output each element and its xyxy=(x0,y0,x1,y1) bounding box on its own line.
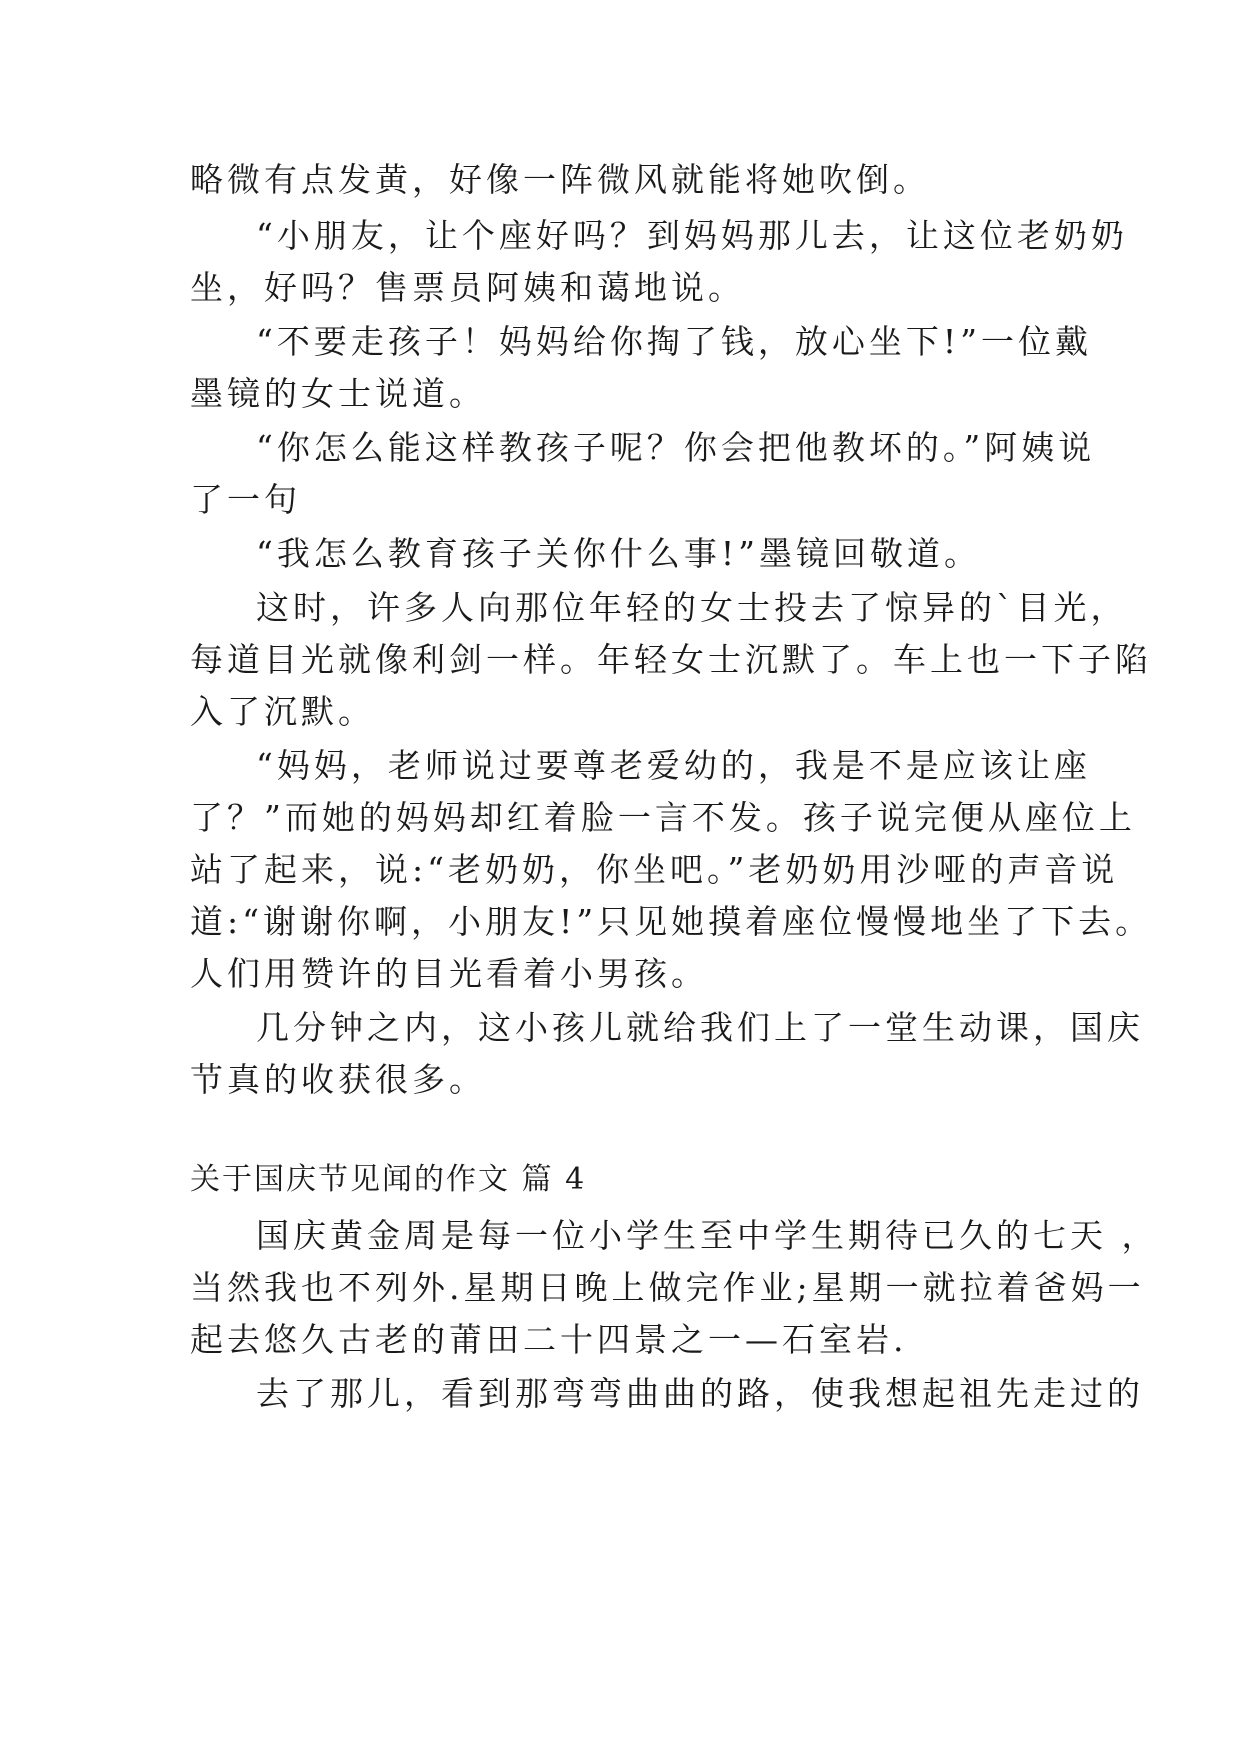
paragraph-line: 道:“谢谢你啊，小朋友!”只见她摸着座位慢慢地坐了下去。 xyxy=(190,902,1153,941)
paragraph-line: “小朋友，让个座好吗？到妈妈那儿去，让这位老奶奶 xyxy=(256,216,1128,255)
paragraph-line: “妈妈，老师说过要尊老爱幼的，我是不是应该让座 xyxy=(256,746,1091,785)
paragraph-line: “你怎么能这样教孩子呢？你会把他教坏的。”阿姨说 xyxy=(256,428,1096,467)
paragraph-line: 了？”而她的妈妈却红着脸一言不发。孩子说完便从座位上 xyxy=(190,798,1136,837)
paragraph-line: 坐，好吗？售票员阿姨和蔼地说。 xyxy=(190,268,745,307)
paragraph-line: 起去悠久古老的莆田二十四景之一—石室岩. xyxy=(190,1320,908,1359)
paragraph-line: 去了那儿，看到那弯弯曲曲的路，使我想起祖先走过的 xyxy=(256,1374,1144,1413)
paragraph-line: 当然我也不列外.星期日晚上做完作业;星期一就拉着爸妈一 xyxy=(190,1268,1145,1307)
paragraph-line: 站了起来，说:“老奶奶，你坐吧。”老奶奶用沙哑的声音说 xyxy=(190,850,1119,889)
section-heading: 关于国庆节见闻的作文 篇 4 xyxy=(190,1162,587,1197)
paragraph-line: 几分钟之内，这小孩儿就给我们上了一堂生动课，国庆 xyxy=(256,1008,1144,1047)
paragraph-line: 入了沉默。 xyxy=(190,692,375,731)
paragraph-line: “不要走孩子！妈妈给你掏了钱，放心坐下!”一位戴 xyxy=(256,322,1093,361)
paragraph-line: 人们用赞许的目光看着小男孩。 xyxy=(190,954,708,993)
paragraph-line: 节真的收获很多。 xyxy=(190,1060,486,1099)
paragraph-line: 国庆黄金周是每一位小学生至中学生期待已久的七天 ， xyxy=(256,1216,1159,1255)
paragraph-line: 这时，许多人向那位年轻的女士投去了惊异的`目光， xyxy=(256,588,1128,627)
paragraph-line: 了一句 xyxy=(190,480,301,519)
paragraph-line: 略微有点发黄，好像一阵微风就能将她吹倒。 xyxy=(190,160,930,199)
paragraph-line: 每道目光就像利剑一样。年轻女士沉默了。车上也一下子陷 xyxy=(190,640,1152,679)
paragraph-line: 墨镜的女士说道。 xyxy=(190,374,486,413)
paragraph-line: “我怎么教育孩子关你什么事!”墨镜回敬道。 xyxy=(256,534,982,573)
